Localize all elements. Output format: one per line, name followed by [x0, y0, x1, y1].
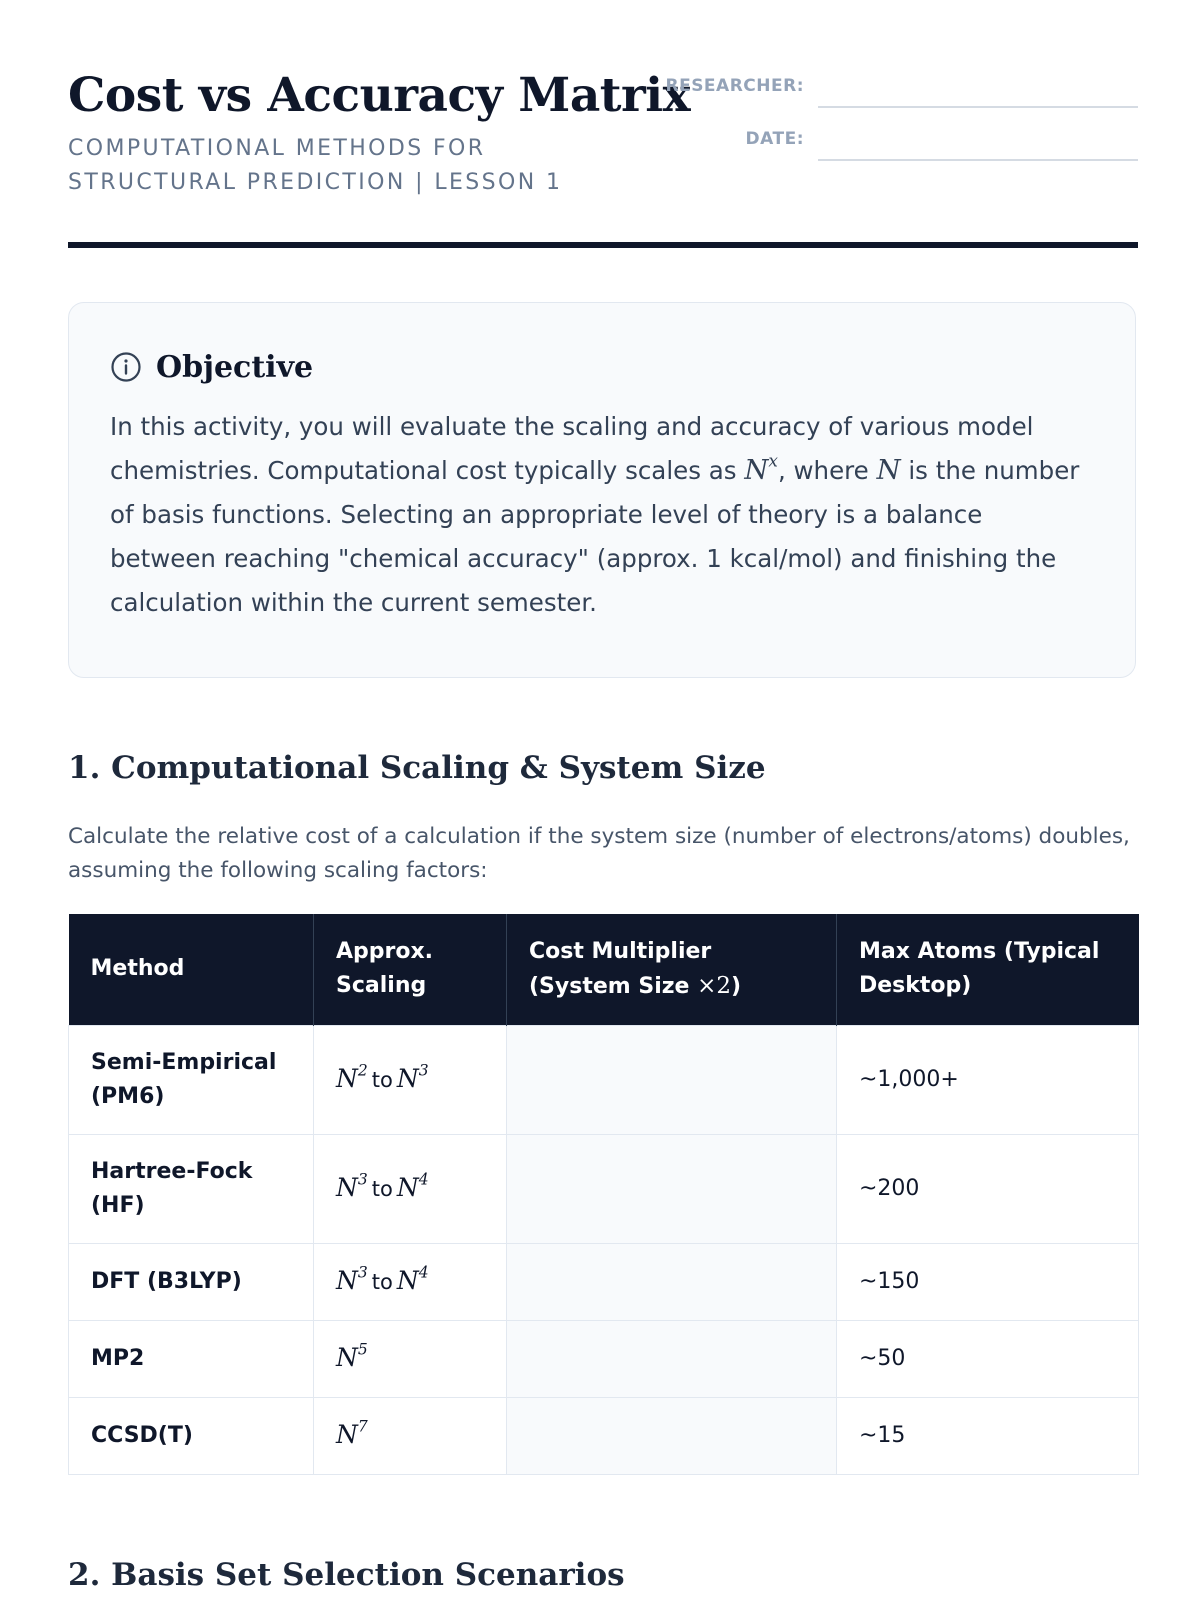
scaling-cell: [314, 1025, 507, 1134]
objective-text: [110, 405, 1095, 625]
scaling-base: N: [396, 1265, 419, 1295]
cost-header-math: ×2: [697, 972, 732, 999]
scaling-base: N: [336, 1342, 358, 1372]
section-1-description: Calculate the relative cost of a calculation if the system size (number of electrons/atoms) doubles, assuming the following scaling factors:: [68, 824, 1130, 883]
method-cell: DFT (B3LYP): [69, 1243, 314, 1320]
max-atoms-cell: ~200: [837, 1134, 1139, 1243]
scaling-base: N: [396, 1172, 419, 1202]
page-subtitle: COMPUTATIONAL METHODS FOR STRUCTURAL PREDICTION | LESSON 1: [68, 136, 563, 195]
cost-header-prefix: Cost Multiplier (System Size: [529, 938, 712, 999]
scaling-value: [336, 1339, 368, 1372]
scaling-exp: 3: [357, 1262, 368, 1281]
column-header-method: Method: [69, 914, 314, 1025]
cost-multiplier-input[interactable]: [507, 1134, 837, 1243]
objective-box: [68, 302, 1136, 678]
researcher-input-line[interactable]: [818, 105, 1138, 108]
column-header-scaling: Approx. Scaling: [314, 914, 507, 1025]
max-atoms-cell: ~150: [837, 1243, 1139, 1320]
cost-multiplier-input[interactable]: [507, 1320, 837, 1397]
cost-header-suffix: ): [731, 973, 742, 999]
table-row: [69, 1320, 1139, 1397]
objective-math-exp: x: [768, 451, 778, 472]
cost-multiplier-input[interactable]: [507, 1397, 837, 1474]
cost-multiplier-input[interactable]: [507, 1243, 837, 1320]
scaling-base: N: [336, 1419, 358, 1449]
scaling-base: N: [336, 1172, 358, 1202]
objective-heading: [110, 343, 1095, 391]
scaling-to: to: [371, 1176, 393, 1201]
scaling-high: [396, 1262, 429, 1295]
date-field: [746, 127, 1138, 161]
section-2-title: 2. Basis Set Selection Scenarios: [68, 1557, 625, 1593]
scaling-exp: 2: [357, 1060, 368, 1079]
table-header-row: [69, 914, 1139, 1025]
scaling-exp: 4: [418, 1169, 429, 1188]
objective-math-base: N: [744, 455, 769, 486]
scaling-high: [396, 1169, 429, 1202]
scaling-base: N: [336, 1063, 358, 1093]
worksheet-header: [68, 60, 1138, 250]
scaling-to: to: [371, 1067, 393, 1092]
max-atoms-cell: ~15: [837, 1397, 1139, 1474]
scaling-exp: 3: [418, 1060, 429, 1079]
scaling-cell: [314, 1134, 507, 1243]
objective-math-scaling: [744, 451, 778, 486]
scaling-value: [336, 1416, 368, 1449]
scaling-cell: [314, 1397, 507, 1474]
scaling-to: to: [371, 1269, 393, 1294]
scaling-base: N: [396, 1063, 419, 1093]
objective-title: Objective: [156, 349, 314, 385]
method-cell: Semi-Empirical (PM6): [69, 1025, 314, 1134]
method-cell: Hartree-Fock (HF): [69, 1134, 314, 1243]
objective-math-var: N: [876, 455, 901, 486]
scaling-low: [336, 1060, 368, 1093]
researcher-field: [665, 74, 1138, 108]
scaling-high: [396, 1060, 429, 1093]
column-header-cost-multiplier: [507, 914, 837, 1025]
table-row: [69, 1025, 1139, 1134]
table-row: [69, 1397, 1139, 1474]
scaling-exp: 4: [418, 1262, 429, 1281]
method-cell: CCSD(T): [69, 1397, 314, 1474]
scaling-exp: 3: [357, 1169, 368, 1188]
scaling-base: N: [336, 1265, 358, 1295]
scaling-exp: 5: [357, 1339, 368, 1358]
objective-text-part2: , where: [777, 456, 877, 485]
date-label: DATE:: [745, 129, 804, 149]
scaling-table: [68, 914, 1139, 1475]
scaling-low: [336, 1262, 368, 1295]
researcher-label: RESEARCHER:: [665, 76, 804, 96]
header-divider: [68, 242, 1138, 248]
objective-text-part1: In this activity, you will evaluate the scaling and accuracy of various model chemistries. Computational cost typically scales as: [110, 412, 1034, 485]
date-input-line[interactable]: [818, 158, 1138, 161]
max-atoms-cell: ~50: [837, 1320, 1139, 1397]
max-atoms-cell: ~1,000+: [837, 1025, 1139, 1134]
column-header-max-atoms: Max Atoms (Typical Desktop): [837, 914, 1139, 1025]
section-1-title: 1. Computational Scaling & System Size: [68, 750, 766, 786]
scaling-low: [336, 1169, 368, 1202]
cost-multiplier-input[interactable]: [507, 1025, 837, 1134]
table-row: [69, 1243, 1139, 1320]
table-row: [69, 1134, 1139, 1243]
scaling-cell: [314, 1320, 507, 1397]
method-cell: MP2: [69, 1320, 314, 1397]
info-icon: [110, 351, 142, 383]
scaling-exp: 7: [357, 1416, 368, 1435]
page-title: Cost vs Accuracy Matrix: [68, 68, 691, 123]
objective-text-part3: is the number of basis functions. Selecting an appropriate level of theory is a balance between reaching "chemical accuracy" (approx. 1 kcal/mol) and finishing the calculation within the current semester.: [110, 456, 1080, 617]
scaling-cell: [314, 1243, 507, 1320]
